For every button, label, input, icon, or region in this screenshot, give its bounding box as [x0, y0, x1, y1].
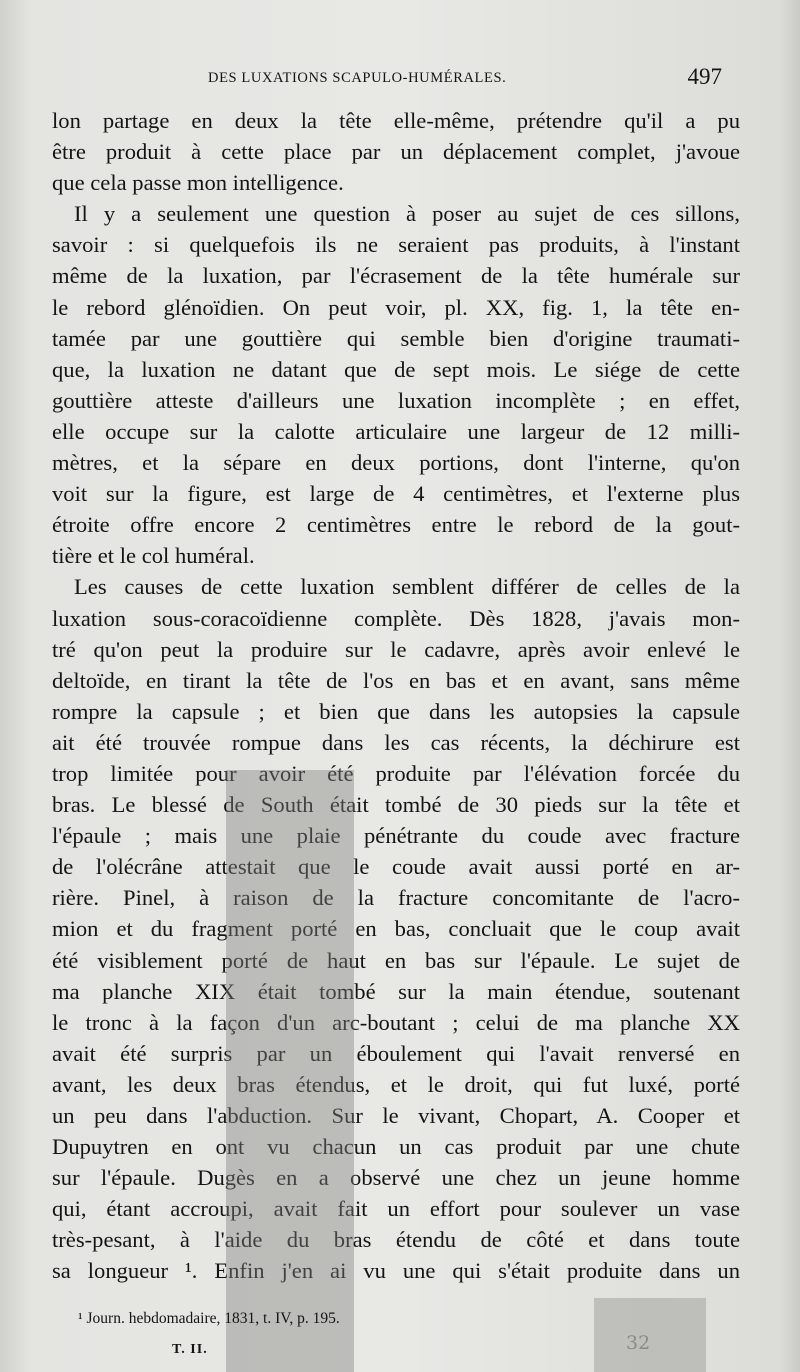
text-line: trop limitée pour avoir été produite par l'élévation forcée du [52, 760, 740, 786]
paragraph [52, 105, 740, 198]
text-line: ma planche XIX était tombé sur la main étendue, soutenant [52, 978, 740, 1004]
text-line: de l'olécrâne attestait que le coude avait aussi porté en ar- [52, 854, 740, 880]
text-line: été visiblement porté de haut en bas sur l'épaule. Le sujet de [52, 947, 740, 973]
text-line: rompre la capsule ; et bien que dans les autopsies la capsule [52, 698, 740, 724]
text-line: tamée par une gouttière qui semble bien d'origine traumati- [52, 325, 740, 351]
text-line: elle occupe sur la calotte articulaire une largeur de 12 milli- [52, 418, 740, 444]
text-line: que cela passe mon intelligence. [52, 170, 344, 196]
text-line: qui, étant accroupi, avait fait un effort pour soulever un vase [52, 1196, 740, 1222]
text-line: que, la luxation ne datant que de sept mois. Le siége de cette [52, 356, 740, 382]
text-line: lon partage en deux la tête elle-même, prétendre qu'il a pu [52, 108, 740, 133]
text-line: luxation sous-coracoïdienne complète. Dès 1828, j'avais mon- [52, 605, 740, 631]
text-line: mètres, et la sépare en deux portions, dont l'interne, qu'on [52, 450, 740, 476]
text-line: un peu dans l'abduction. Sur le vivant, Chopart, A. Cooper et [52, 1103, 740, 1128]
text-line: gouttière atteste d'ailleurs une luxation incomplète ; en effet, [52, 387, 740, 413]
text-line: Dupuytren en ont vu chacun un cas produit par une chute [52, 1134, 740, 1160]
gray-tape-strip [226, 770, 354, 1372]
signature-mark: T. II. [172, 1342, 208, 1357]
text-line: avait été surpris par un éboulement qui l'avait renversé en [52, 1040, 740, 1066]
text-line: mion et du fragment porté en bas, concluait que le coup avait [52, 916, 740, 942]
text-line: Il y a seulement une question à poser au sujet de ces sillons, [74, 201, 740, 227]
text-line: être produit à cette place par un déplacement complet, j'avoue [52, 139, 740, 165]
body-text [52, 105, 740, 1287]
text-line: sa longueur ¹. Enfin j'en ai vu une qui s'était produite dans un [52, 1258, 740, 1284]
text-line: avant, les deux bras étendus, et le droit, qui fut luxé, porté [52, 1071, 740, 1097]
text-line: tré qu'on peut la produire sur le cadavre, après avoir enlevé le [52, 636, 740, 662]
paragraph [52, 198, 740, 571]
text-line: ait été trouvée rompue dans les cas récents, la déchirure est [52, 729, 740, 755]
text-line: très-pesant, à l'aide du bras étendu de côté et dans toute [52, 1227, 740, 1253]
text-line: sur l'épaule. Dugès en a observé une chez un jeune homme [52, 1165, 740, 1191]
page-header [208, 64, 722, 94]
stain-mark: 32 [626, 1332, 651, 1354]
text-line: rière. Pinel, à raison de la fracture concomitante de l'acro- [52, 885, 740, 911]
text-line: étroite offre encore 2 centimètres entre le rebord de la gout- [52, 512, 740, 538]
text-line: le tronc à la façon d'un arc-boutant ; celui de ma planche XX [52, 1009, 740, 1035]
text-line: l'épaule ; mais une plaie pénétrante du coude avec fracture [52, 823, 740, 849]
text-line: tière et le col huméral. [52, 543, 255, 569]
text-line: savoir : si quelquefois ils ne seraient pas produits, à l'instant [52, 232, 740, 258]
running-head: DES LUXATIONS SCAPULO-HUMÉRALES. [208, 70, 507, 86]
text-line: Les causes de cette luxation semblent différer de celles de la [74, 574, 740, 600]
text-line: le rebord glénoïdien. On peut voir, pl. XX, fig. 1, la tête en- [52, 294, 740, 320]
page-number: 497 [687, 64, 722, 89]
paragraph [52, 571, 740, 1286]
text-line: bras. Le blessé de South était tombé de 30 pieds sur la tête et [52, 792, 740, 818]
text-line: voit sur la figure, est large de 4 centimètres, et l'externe plus [52, 481, 740, 507]
text-line: deltoïde, en tirant la tête de l'os en bas et en avant, sans même [52, 667, 740, 693]
footnote: ¹ Journ. hebdomadaire, 1831, t. IV, p. 195. [78, 1310, 340, 1327]
text-line: même de la luxation, par l'écrasement de la tête humérale sur [52, 263, 740, 289]
